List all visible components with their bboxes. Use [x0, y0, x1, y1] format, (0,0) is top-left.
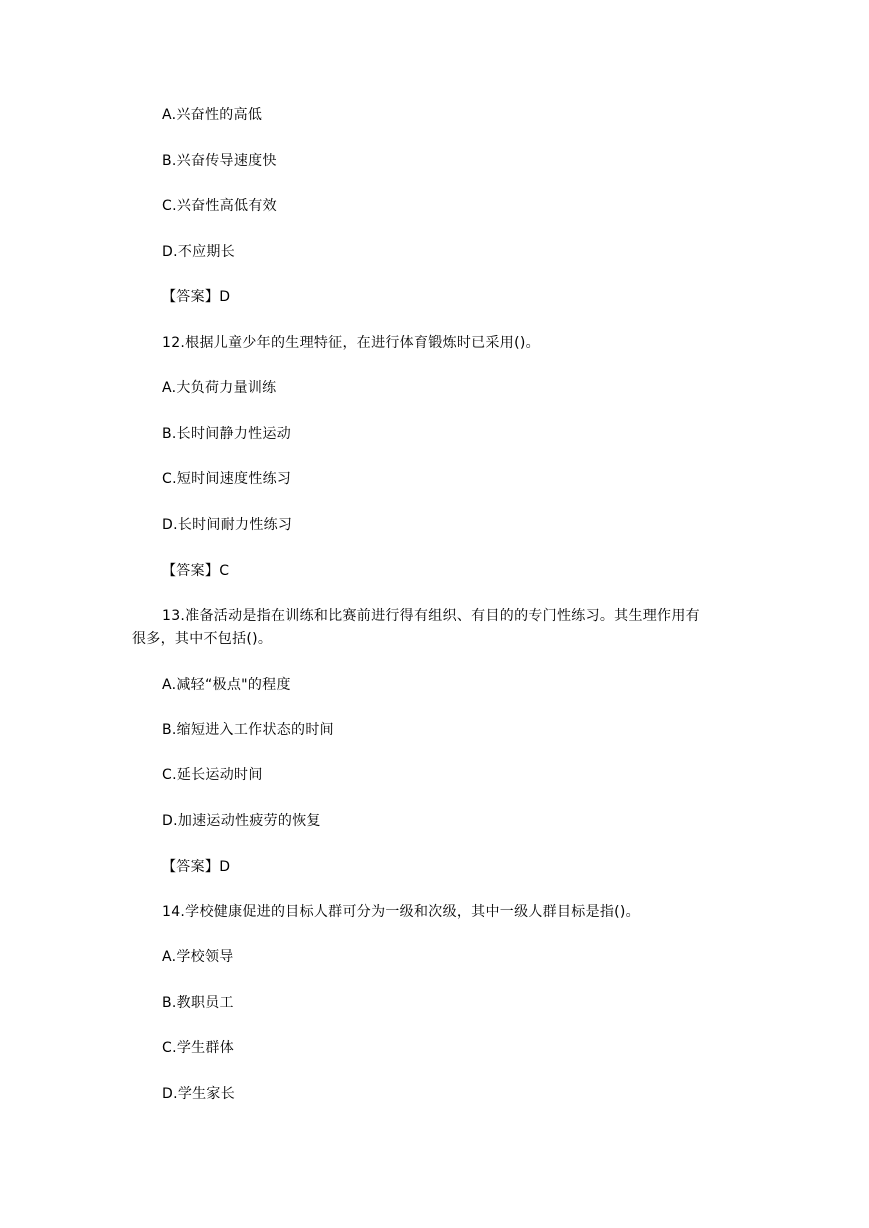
- option-a-q14: A.学校领导: [162, 949, 234, 965]
- option-d-q12: D.长时间耐力性练习: [162, 517, 293, 533]
- option-d-q14: D.学生家长: [162, 1086, 236, 1102]
- answer-q11: 【答案】D: [162, 289, 231, 305]
- option-b-q12: B.长时间静力性运动: [162, 426, 292, 442]
- option-a-q13: A.减轻“极点"的程度: [162, 677, 291, 693]
- question-13-continuation: 很多，其中不包括()。: [132, 631, 273, 647]
- question-13: 13.准备活动是指在训练和比赛前进行得有组织、有目的的专门性练习。其生理作用有: [162, 608, 700, 624]
- option-a-q12: A.大负荷力量训练: [162, 380, 277, 396]
- option-d-q11: D.不应期长: [162, 244, 236, 260]
- option-c-q11: C.兴奋性高低有效: [162, 198, 277, 214]
- option-c-q12: C.短时间速度性练习: [162, 471, 292, 487]
- option-c-q13: C.延长运动时间: [162, 767, 263, 783]
- option-c-q14: C.学生群体: [162, 1040, 235, 1056]
- answer-q13: 【答案】D: [162, 859, 231, 875]
- question-14: 14.学校健康促进的目标人群可分为一级和次级，其中一级人群目标是指()。: [162, 904, 640, 920]
- question-12: 12.根据儿童少年的生理特征，在进行体育锻炼时已采用()。: [162, 335, 540, 351]
- option-a-q11: A.兴奋性的高低: [162, 107, 263, 123]
- option-b-q11: B.兴奋传导速度快: [162, 153, 277, 169]
- option-d-q13: D.加速运动性疲劳的恢复: [162, 813, 321, 829]
- option-b-q14: B.教职员工: [162, 995, 234, 1011]
- answer-q12: 【答案】C: [162, 563, 230, 579]
- option-b-q13: B.缩短进入工作状态的时间: [162, 722, 334, 738]
